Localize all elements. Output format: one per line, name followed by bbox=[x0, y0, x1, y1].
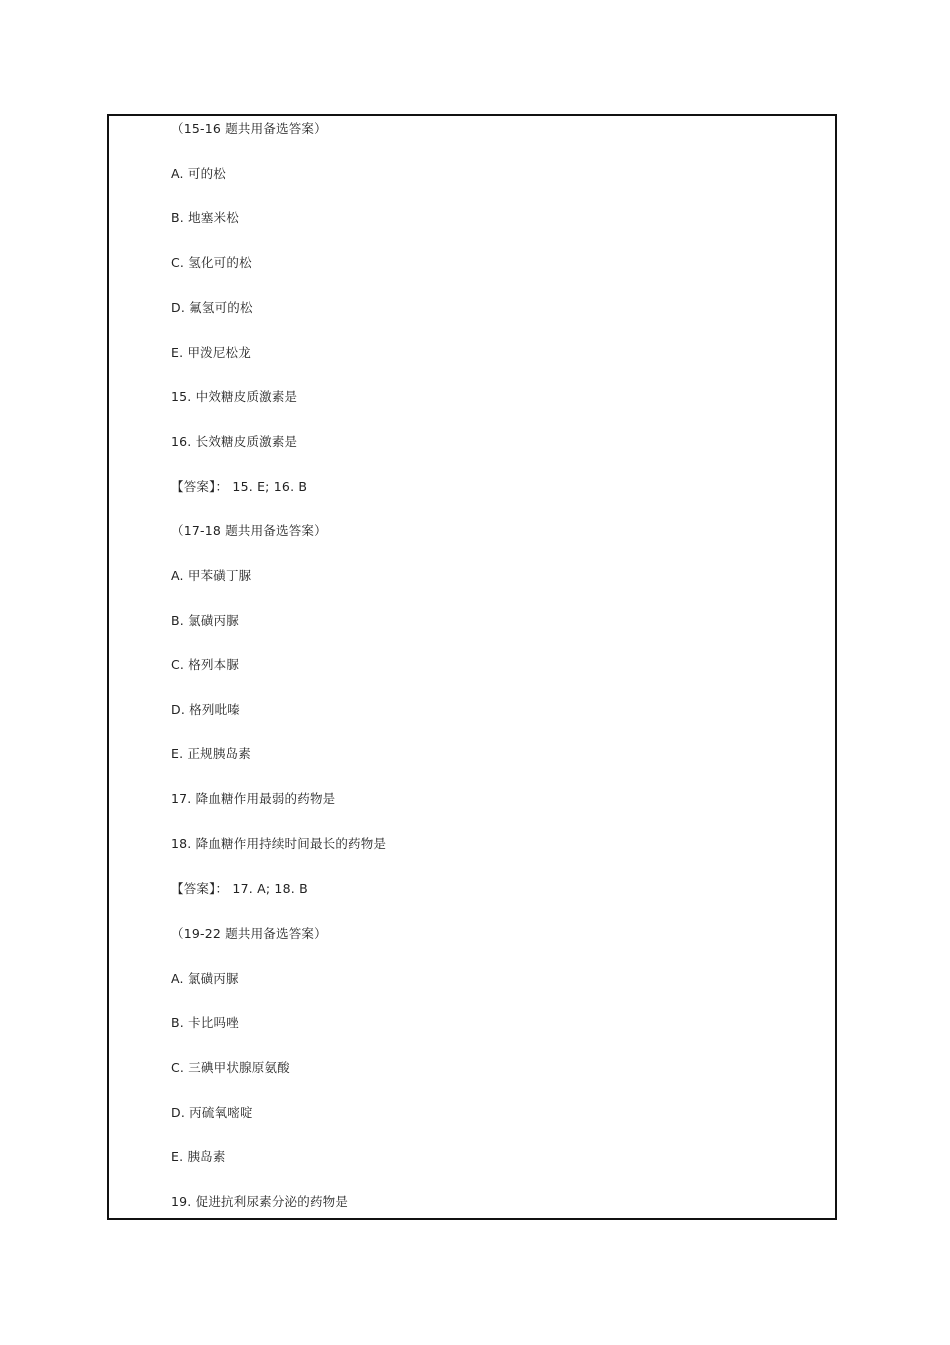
option-b: B. 氯磺丙脲 bbox=[171, 613, 239, 628]
option-a: A. 氯磺丙脲 bbox=[171, 971, 239, 986]
option-c: C. 三碘甲状腺原氨酸 bbox=[171, 1060, 290, 1075]
answer-17-18: 【答案】： 17. A; 18. B bbox=[171, 881, 308, 896]
question-19: 19. 促进抗利尿素分泌的药物是 bbox=[171, 1194, 349, 1209]
option-b: B. 卡比吗唑 bbox=[171, 1015, 239, 1030]
group-header-19-22: （19-22 题共用备选答案） bbox=[171, 926, 327, 941]
option-c: C. 格列本脲 bbox=[171, 657, 240, 672]
page-frame bbox=[107, 114, 837, 1220]
question-17: 17. 降血糖作用最弱的药物是 bbox=[171, 791, 336, 806]
question-16: 16. 长效糖皮质激素是 bbox=[171, 434, 298, 449]
group-header-15-16: （15-16 题共用备选答案） bbox=[171, 121, 327, 136]
option-c: C. 氢化可的松 bbox=[171, 255, 252, 270]
option-e: E. 甲泼尼松龙 bbox=[171, 345, 251, 360]
option-a: A. 甲苯磺丁脲 bbox=[171, 568, 252, 583]
option-e: E. 正规胰岛素 bbox=[171, 746, 251, 761]
group-header-17-18: （17-18 题共用备选答案） bbox=[171, 523, 327, 538]
option-d: D. 氟氢可的松 bbox=[171, 300, 253, 315]
question-18: 18. 降血糖作用持续时间最长的药物是 bbox=[171, 836, 387, 851]
option-b: B. 地塞米松 bbox=[171, 210, 239, 225]
question-15: 15. 中效糖皮质激素是 bbox=[171, 389, 298, 404]
option-d: D. 丙硫氧嘧啶 bbox=[171, 1105, 253, 1120]
option-a: A. 可的松 bbox=[171, 166, 226, 181]
option-d: D. 格列吡嗪 bbox=[171, 702, 240, 717]
option-e: E. 胰岛素 bbox=[171, 1149, 226, 1164]
answer-15-16: 【答案】： 15. E; 16. B bbox=[171, 479, 308, 494]
